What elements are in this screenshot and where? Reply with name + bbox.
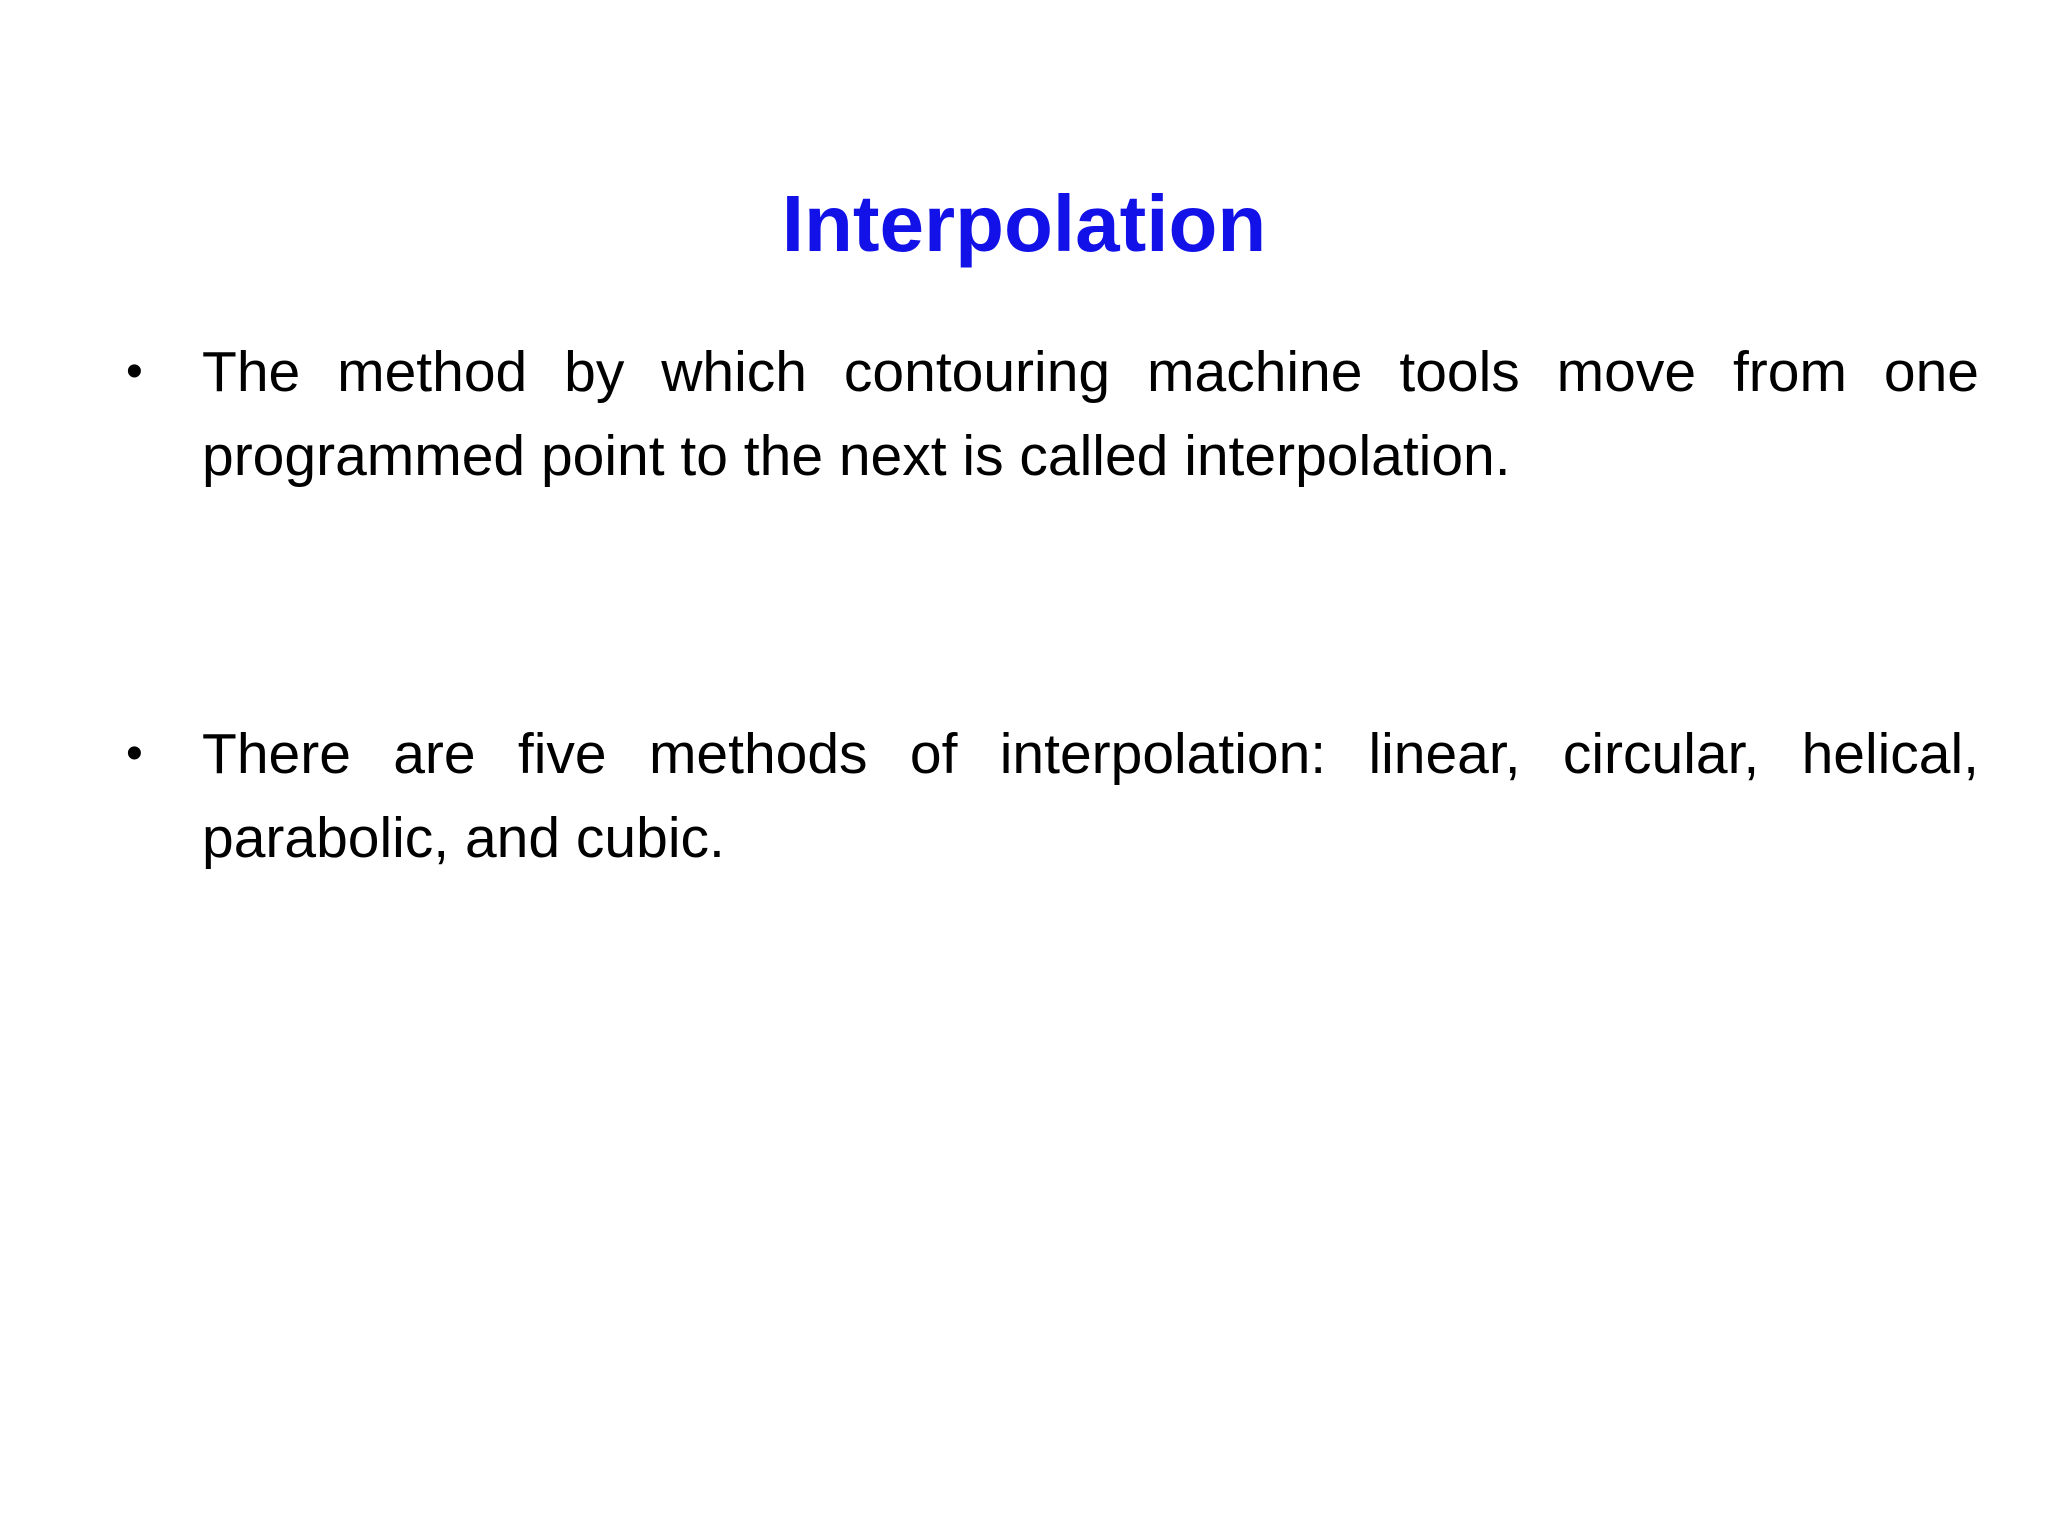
bullet-item-1 — [120, 330, 1979, 498]
slide-title: Interpolation — [781, 178, 1267, 268]
bullet-dot-icon: • — [126, 727, 143, 780]
bullet-list — [120, 330, 1979, 880]
bullet-dot-icon: • — [126, 345, 143, 398]
bullet-item-2 — [120, 712, 1979, 880]
bullet-text: There are five methods of interpolation: linear, circular, helical, parabolic, and cubic. — [202, 722, 1979, 870]
bullet-text: The method by which contouring machine tools move from one programmed point to the next is called interpolation. — [202, 340, 1979, 488]
